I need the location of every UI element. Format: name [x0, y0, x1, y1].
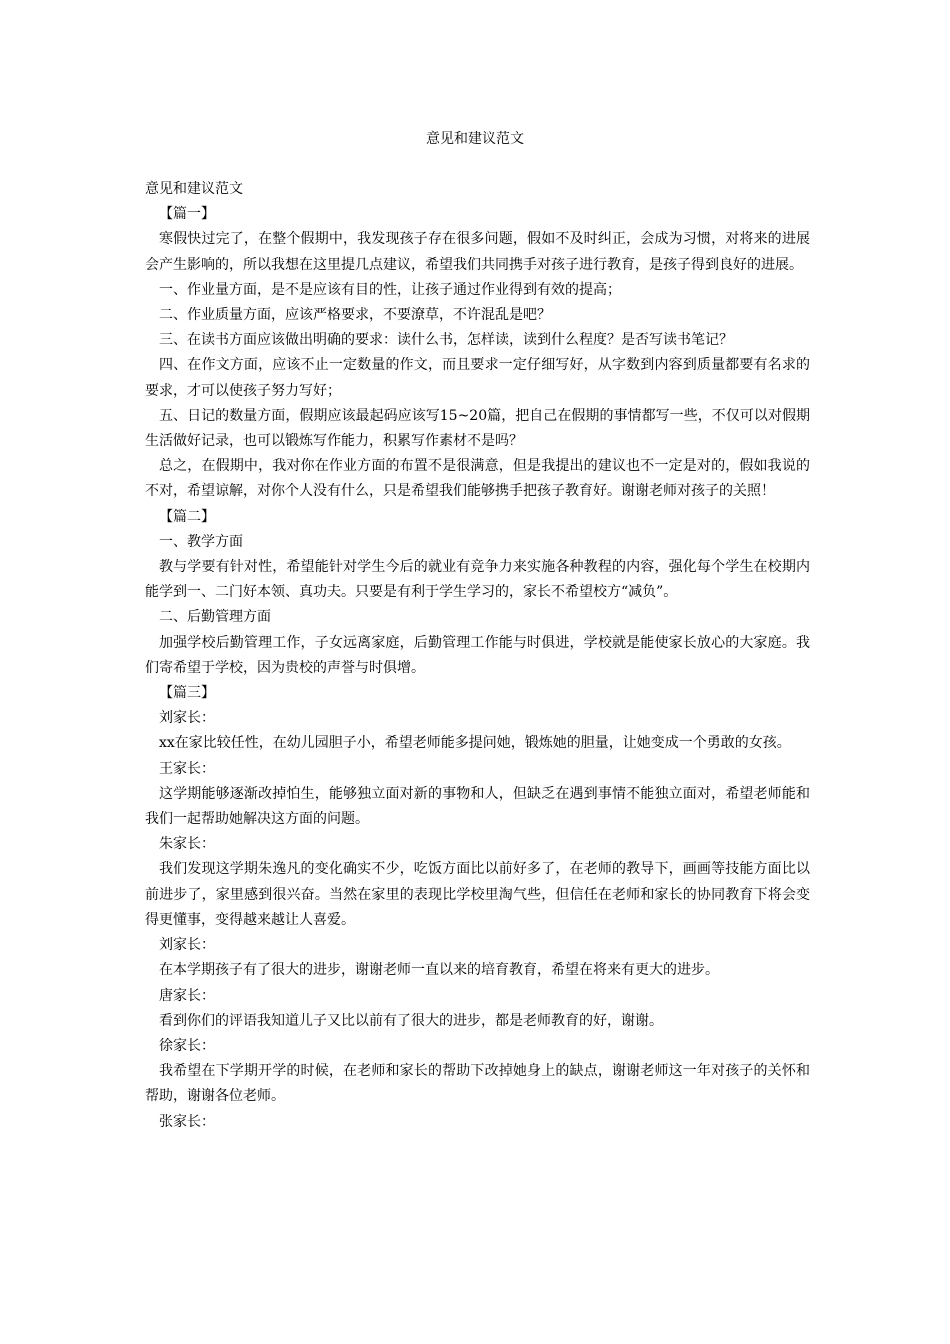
- paragraph: 这学期能够逐渐改掉怕生，能够独立面对新的事物和人，但缺乏在遇到事情不能独立面对，希望老师能和我们一起帮助她解决这方面的问题。: [145, 785, 810, 828]
- document-title: 意见和建议范文: [426, 131, 524, 147]
- parent-label: 刘家长：: [159, 937, 215, 954]
- document-body: [145, 177, 810, 1135]
- parent-label: 张家长：: [159, 1113, 215, 1130]
- paragraph: 我希望在下学期开学的时候，在老师和家长的帮助下改掉她身上的缺点，谢谢老师这一年对孩子的关怀和帮助，谢谢各位老师。: [145, 1063, 810, 1105]
- paragraph: 教与学要有针对性，希望能针对学生今后的就业有竞争力来实施各种教程的内容，强化每个学生在校期内能学到一、二门好本领、真功夫。只要是有利于学生学习的，家长不希望校方“减负”。: [145, 559, 810, 601]
- parent-label: 王家长：: [159, 760, 215, 777]
- paragraph: xx在家比较任性，在幼儿园胆子小，希望老师能多提问她，锻炼她的胆量，让她变成一个勇敢的女孩。: [159, 735, 791, 752]
- parent-label: 朱家长：: [159, 836, 215, 853]
- body-heading: 意见和建议范文: [145, 181, 243, 197]
- paragraph: 三、在读书方面应该做出明确的要求：读什么书，怎样读，读到什么程度？是否写读书笔记？: [159, 332, 733, 349]
- paragraph: 我们发现这学期朱逸凡的变化确实不少，吃饭方面比以前好多了，在老师的教导下，画画等技能方面比以前进步了，家里感到很兴奋。当然在家里的表现比学校里淘气些，但信任在老师和家长的协同教育下将会变得更懂事，变得越来越让人喜爱。: [145, 861, 810, 928]
- section-heading-3: 【篇三】: [159, 685, 215, 702]
- paragraph: 总之，在假期中，我对你在作业方面的布置不是很满意，但是我提出的建议也不一定是对的，假如我说的不对，希望谅解，对你个人没有什么，只是希望我们能够携手把孩子教育好。谢谢老师对孩子的关照！: [145, 458, 810, 500]
- parent-label: 刘家长：: [159, 710, 215, 727]
- paragraph: 寒假快过完了，在整个假期中，我发现孩子存在很多问题，假如不及时纠正，会成为习惯，对将来的进展会产生影响的，所以我想在这里提几点建议，希望我们共同携手对孩子进行教育，是孩子得到良好的进展。: [145, 231, 810, 273]
- section-heading-2: 【篇二】: [159, 508, 215, 525]
- paragraph: 一、教学方面: [159, 533, 243, 550]
- paragraph: 二、作业质量方面，应该严格要求，不要潦草，不许混乱是吧？: [159, 307, 551, 324]
- paragraph: 一、作业量方面，是不是应该有目的性，让孩子通过作业得到有效的提高；: [159, 281, 621, 298]
- paragraph: 加强学校后勤管理工作，子女远离家庭，后勤管理工作能与时俱进，学校就是能使家长放心的大家庭。我们寄希望于学校，因为贵校的声誉与时俱增。: [145, 634, 810, 676]
- paragraph: 看到你们的评语我知道儿子又比以前有了很大的进步，都是老师教育的好，谢谢。: [159, 1012, 663, 1029]
- parent-label: 徐家长：: [159, 1037, 215, 1054]
- paragraph: 二、后勤管理方面: [159, 609, 271, 626]
- paragraph: 五、日记的数量方面，假期应该最起码应该写15~20篇，把自己在假期的事情都写一些，不仅可以对假期生活做好记录，也可以锻炼写作能力，积累写作素材不是吗？: [145, 407, 810, 450]
- section-heading-1: 【篇一】: [159, 206, 215, 223]
- paragraph: 在本学期孩子有了很大的进步，谢谢老师一直以来的培育教育，希望在将来有更大的进步。: [159, 962, 719, 979]
- paragraph: 四、在作文方面，应该不止一定数量的作文，而且要求一定仔细写好，从字数到内容到质量都要有名求的要求，才可以使孩子努力写好；: [145, 357, 810, 399]
- parent-label: 唐家长：: [159, 987, 215, 1004]
